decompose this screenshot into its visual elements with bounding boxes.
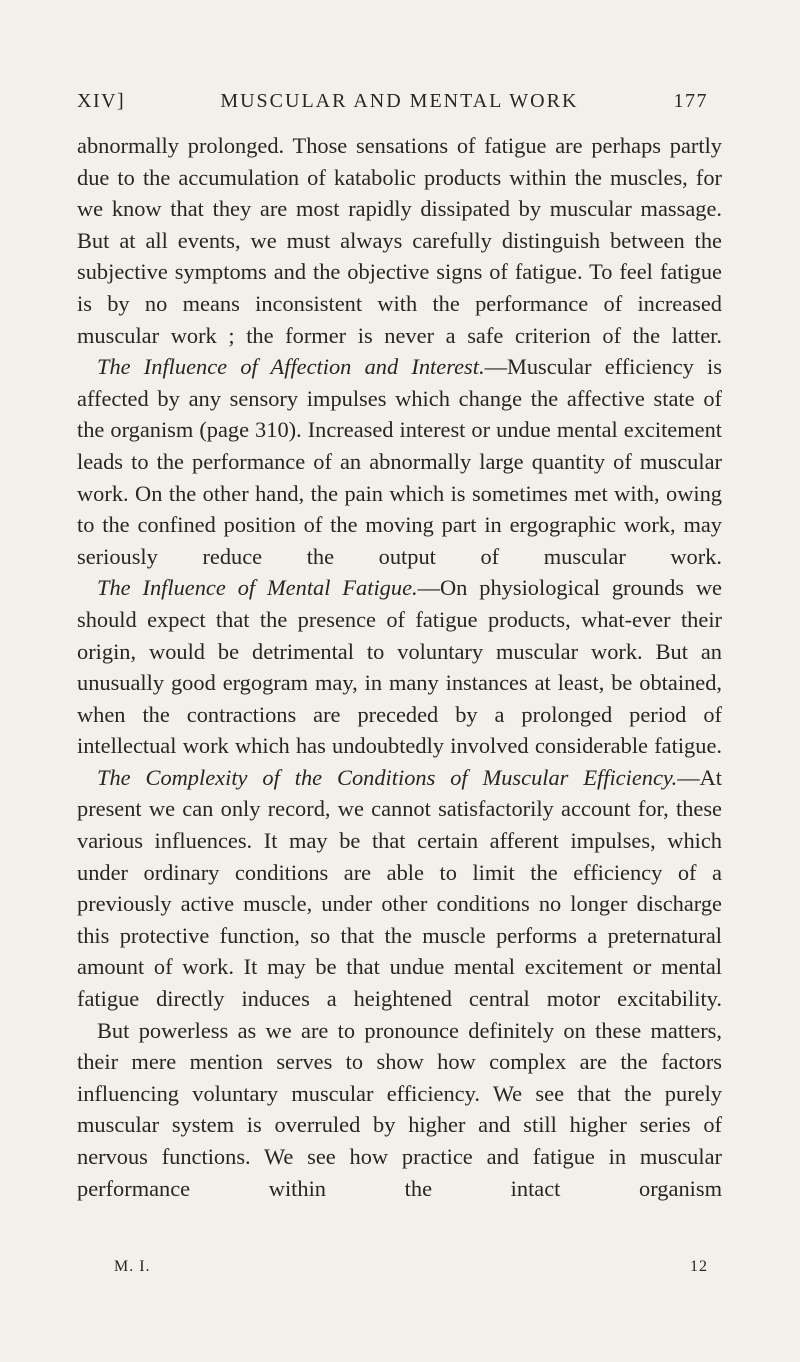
paragraph-text: —Muscular efficiency is affected by any sensory impulses which change the affective state of the organism (page 310). Increased interest or undue mental excitement leads to the performance of an abnormally large quantity of muscular work. On the other hand, the pain which is sometimes met with, owing to the confined position of the moving part in ergographic work, may seriously reduce the output of muscular work. xyxy=(77,354,722,569)
running-title: MUSCULAR AND MENTAL WORK xyxy=(220,90,579,112)
body-text xyxy=(77,130,722,1204)
chapter-number: XIV] xyxy=(77,90,126,112)
section-heading: The Complexity of the Conditions of Muscular Efficiency. xyxy=(97,764,678,790)
paragraph xyxy=(77,351,722,572)
section-heading: The Influence of Mental Fatigue. xyxy=(97,575,418,601)
paragraph xyxy=(77,1015,722,1205)
paragraph xyxy=(77,130,722,351)
paragraph-text: But powerless as we are to pronounce definitely on these matters, their mere mention serves to show how complex are the factors influencing voluntary muscular efficiency. We see that the purely muscular system is overruled by higher and still higher series of nervous functions. We see how practice and fatigue in muscular performance within the intact organism xyxy=(77,1017,722,1201)
page-footer xyxy=(114,1258,708,1276)
section-heading: The Influence of Affection and Interest. xyxy=(97,354,485,380)
paragraph-text: abnormally prolonged. Those sensations of fatigue are perhaps partly due to the accumulation of katabolic products within the muscles, for we know that they are most rapidly dissipated by muscular massage. But at all events, we must always carefully distinguish between the subjective symptoms and the objective signs of fatigue. To feel fatigue is by no means inconsistent with the performance of increased muscular work ; the former is never a safe criterion of the latter. xyxy=(77,133,722,348)
paragraph-text: —At present we can only record, we cannot satisfactorily account for, these various influences. It may be that certain afferent impulses, which under ordinary conditions are able to limit the efficiency of a previously active muscle, under other conditions no longer discharge this protective function, so that the muscle performs a preternatural amount of work. It may be that undue mental excitement or mental fatigue directly induces a heightened central motor excitability. xyxy=(77,764,722,1012)
running-header xyxy=(77,90,708,113)
sheet-number: 12 xyxy=(690,1258,708,1275)
paragraph xyxy=(77,572,722,762)
paragraph-text: —On physiological grounds we should expect that the presence of fatigue products, what-ever their origin, would be detrimental to voluntary muscular work. But an unusually good ergogram may, in many instances at least, be obtained, when the contractions are preceded by a prolonged period of intellectual work which has undoubtedly involved considerable fatigue. xyxy=(77,575,722,759)
page-number: 177 xyxy=(673,90,708,112)
paragraph xyxy=(77,762,722,1015)
signature-mark: M. I. xyxy=(114,1258,151,1275)
